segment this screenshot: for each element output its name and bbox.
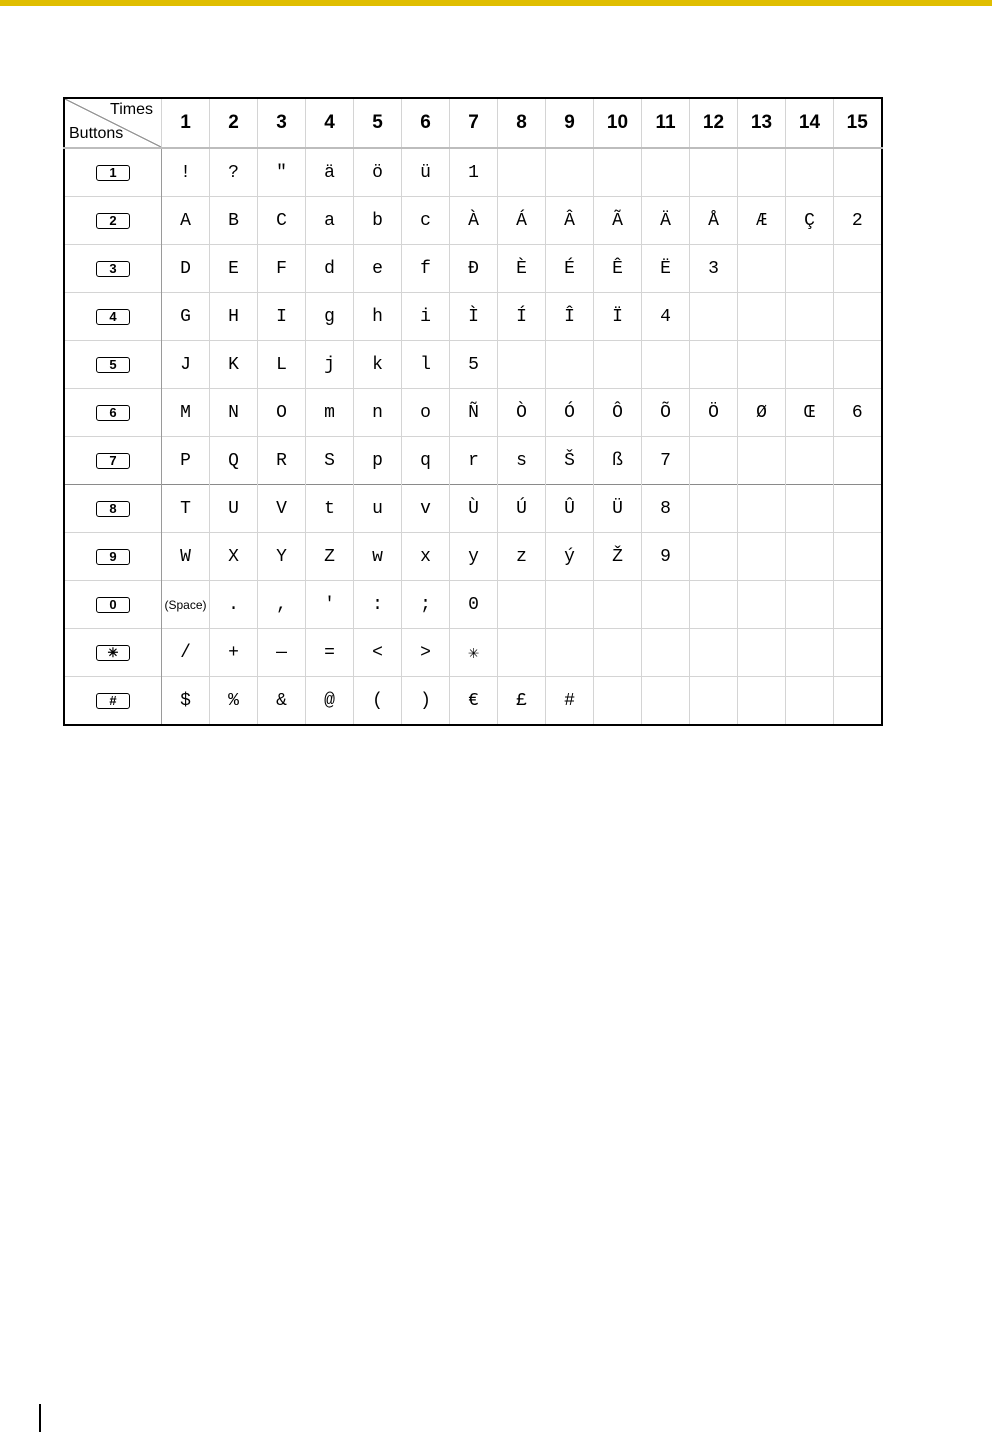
button-cell [64,437,162,485]
character-cell: X [210,533,258,581]
character-cell: B [210,197,258,245]
character-cell: Í [498,293,546,341]
table-row [64,245,882,293]
character-cell: c [402,197,450,245]
times-header: 12 [690,98,738,148]
character-cell: q [402,437,450,485]
dial-key-icon: 8 [96,501,130,517]
character-cell [786,581,834,629]
character-cell: Ä [642,197,690,245]
character-cell: ! [162,148,210,197]
character-cell: ✳ [450,629,498,677]
times-header: 11 [642,98,690,148]
character-cell: Å [690,197,738,245]
character-cell [690,485,738,533]
times-header: 1 [162,98,210,148]
character-cell: @ [306,677,354,726]
times-header: 7 [450,98,498,148]
character-cell [690,677,738,726]
character-cell: : [354,581,402,629]
times-header: 9 [546,98,594,148]
character-cell: t [306,485,354,533]
character-cell: n [354,389,402,437]
character-cell: T [162,485,210,533]
times-header: 8 [498,98,546,148]
character-cell [834,437,882,485]
character-cell: Œ [786,389,834,437]
button-cell [64,677,162,726]
character-cell: Â [546,197,594,245]
character-cell [786,148,834,197]
character-cell: A [162,197,210,245]
character-cell: I [258,293,306,341]
character-cell: v [402,485,450,533]
times-header: 14 [786,98,834,148]
character-cell [834,341,882,389]
character-cell: . [210,581,258,629]
header-accent-bar [0,0,992,6]
character-cell [834,629,882,677]
character-cell [690,148,738,197]
character-cell: Ù [450,485,498,533]
character-cell: " [258,148,306,197]
character-cell: a [306,197,354,245]
dial-key-icon: 4 [96,309,130,325]
character-cell [738,629,786,677]
character-cell: ß [594,437,642,485]
character-cell [498,629,546,677]
header-row [64,98,882,148]
button-cell [64,197,162,245]
character-cell: Á [498,197,546,245]
character-cell: H [210,293,258,341]
character-cell: f [402,245,450,293]
character-cell: V [258,485,306,533]
times-header: 6 [402,98,450,148]
character-cell [498,341,546,389]
character-cell: F [258,245,306,293]
character-cell: i [402,293,450,341]
table-row [64,293,882,341]
character-cell: k [354,341,402,389]
character-cell: # [546,677,594,726]
character-cell: 9 [642,533,690,581]
character-cell: b [354,197,402,245]
button-cell [64,533,162,581]
character-cell [546,148,594,197]
character-cell: $ [162,677,210,726]
character-cell: Ð [450,245,498,293]
character-cell: ü [402,148,450,197]
character-cell [642,677,690,726]
table-row [64,341,882,389]
character-cell: Ü [594,485,642,533]
character-cell: E [210,245,258,293]
character-cell [738,437,786,485]
character-cell: 7 [642,437,690,485]
character-cell: À [450,197,498,245]
character-cell: Ö [690,389,738,437]
times-header: 4 [306,98,354,148]
character-cell: z [498,533,546,581]
table-row [64,197,882,245]
dial-key-icon: ✳ [96,645,130,661]
dial-key-icon: 7 [96,453,130,469]
character-cell: W [162,533,210,581]
character-cell [738,341,786,389]
corner-times-label: Times [110,101,153,118]
character-cell: l [402,341,450,389]
character-cell [738,148,786,197]
character-cell: = [306,629,354,677]
character-cell [594,629,642,677]
character-cell: D [162,245,210,293]
character-cell: È [498,245,546,293]
character-cell [834,485,882,533]
character-cell [690,581,738,629]
character-cell: Ã [594,197,642,245]
character-cell: M [162,389,210,437]
space-label: (Space) [164,597,207,612]
character-cell: Ì [450,293,498,341]
button-cell [64,581,162,629]
character-cell: Ú [498,485,546,533]
character-cell: U [210,485,258,533]
character-cell [642,148,690,197]
character-cell: h [354,293,402,341]
character-cell: Õ [642,389,690,437]
character-cell: w [354,533,402,581]
character-cell: & [258,677,306,726]
character-cell: Š [546,437,594,485]
dial-key-icon: 9 [96,549,130,565]
corner-buttons-label: Buttons [69,125,124,142]
character-cell: Ò [498,389,546,437]
character-cell: 1 [450,148,498,197]
character-cell: Q [210,437,258,485]
character-cell [546,629,594,677]
character-cell: P [162,437,210,485]
times-header: 2 [210,98,258,148]
character-cell [834,293,882,341]
character-cell: 2 [834,197,882,245]
table-row [64,677,882,726]
character-cell [594,148,642,197]
character-cell: J [162,341,210,389]
character-cell: s [498,437,546,485]
character-cell [786,245,834,293]
character-cell: 3 [690,245,738,293]
button-cell [64,341,162,389]
character-cell [738,677,786,726]
dial-key-icon: 6 [96,405,130,421]
character-cell [594,341,642,389]
character-cell: , [258,581,306,629]
character-cell [498,148,546,197]
character-cell: Ç [786,197,834,245]
character-cell: d [306,245,354,293]
character-cell [690,341,738,389]
character-cell: 5 [450,341,498,389]
character-cell [738,485,786,533]
character-cell: Ž [594,533,642,581]
character-cell: < [354,629,402,677]
character-cell [738,533,786,581]
table-row [64,148,882,197]
character-cell [834,245,882,293]
button-cell [64,293,162,341]
character-cell: É [546,245,594,293]
character-cell [786,341,834,389]
times-header: 10 [594,98,642,148]
character-cell: £ [498,677,546,726]
character-cell: r [450,437,498,485]
character-cell: S [306,437,354,485]
character-cell [162,581,210,629]
character-cell: Ï [594,293,642,341]
character-cell: Ó [546,389,594,437]
character-cell: G [162,293,210,341]
character-cell [786,677,834,726]
character-cell: Ô [594,389,642,437]
dial-key-icon: 0 [96,597,130,613]
character-cell: ? [210,148,258,197]
character-cell: ä [306,148,354,197]
character-cell [786,293,834,341]
character-cell: Æ [738,197,786,245]
times-header: 13 [738,98,786,148]
table-row [64,485,882,533]
character-cell: Ê [594,245,642,293]
character-cell: 4 [642,293,690,341]
character-cell: ; [402,581,450,629]
character-cell: — [258,629,306,677]
dial-key-icon: 3 [96,261,130,277]
character-cell: p [354,437,402,485]
character-cell: Y [258,533,306,581]
character-cell: m [306,389,354,437]
character-cell: C [258,197,306,245]
button-cell [64,148,162,197]
page-margin-rule [39,1404,41,1432]
character-cell [834,677,882,726]
character-cell: Z [306,533,354,581]
button-cell [64,485,162,533]
times-header: 15 [834,98,882,148]
character-cell [546,581,594,629]
character-cell [738,581,786,629]
character-cell: Ñ [450,389,498,437]
character-cell: ö [354,148,402,197]
character-cell: g [306,293,354,341]
character-cell [786,437,834,485]
character-cell [834,581,882,629]
character-cell: u [354,485,402,533]
character-cell [642,629,690,677]
dial-key-icon: 5 [96,357,130,373]
character-cell: ý [546,533,594,581]
character-cell: ) [402,677,450,726]
character-cell [690,293,738,341]
character-cell: / [162,629,210,677]
character-cell [594,677,642,726]
character-cell: y [450,533,498,581]
character-cell: € [450,677,498,726]
button-cell [64,389,162,437]
character-cell [690,629,738,677]
character-cell [690,437,738,485]
character-cell: j [306,341,354,389]
character-cell: + [210,629,258,677]
button-cell [64,629,162,677]
character-cell: K [210,341,258,389]
character-cell: > [402,629,450,677]
table-row [64,389,882,437]
character-cell: Ë [642,245,690,293]
character-cell: % [210,677,258,726]
dial-key-icon: # [96,693,130,709]
character-cell [546,341,594,389]
character-cell [498,581,546,629]
dial-key-icon: 2 [96,213,130,229]
character-cell [786,485,834,533]
character-cell: L [258,341,306,389]
character-cell: 0 [450,581,498,629]
character-cell [738,245,786,293]
character-cell: Î [546,293,594,341]
character-cell: e [354,245,402,293]
table-row [64,533,882,581]
table-row [64,629,882,677]
character-cell: Ø [738,389,786,437]
character-cell [834,148,882,197]
character-cell [738,293,786,341]
character-cell: x [402,533,450,581]
corner-header-cell [64,98,162,148]
character-cell: o [402,389,450,437]
button-cell [64,245,162,293]
character-cell: Û [546,485,594,533]
dial-key-icon: 1 [96,165,130,181]
character-cell: 8 [642,485,690,533]
times-header: 5 [354,98,402,148]
character-cell: O [258,389,306,437]
times-header: 3 [258,98,306,148]
character-cell [690,533,738,581]
character-cell [642,581,690,629]
character-cell: ' [306,581,354,629]
table-row [64,437,882,485]
character-cell [786,533,834,581]
character-cell: 6 [834,389,882,437]
character-cell [786,629,834,677]
character-cell [642,341,690,389]
character-cell: ( [354,677,402,726]
table-row [64,581,882,629]
character-entry-table [63,97,883,726]
character-cell [594,581,642,629]
character-cell [834,533,882,581]
character-cell: R [258,437,306,485]
character-cell: N [210,389,258,437]
